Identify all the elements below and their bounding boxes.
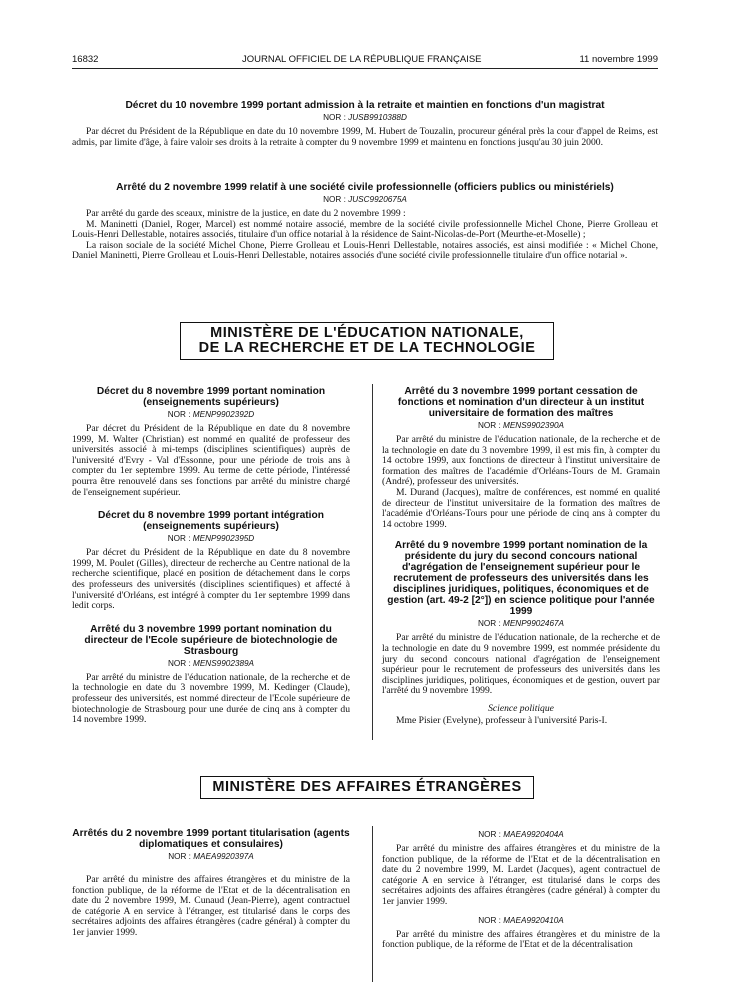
journal-title: JOURNAL OFFICIEL DE LA RÉPUBLIQUE FRANÇAISE	[242, 54, 482, 65]
decret-integration-nor: NOR : MENP9902395D	[167, 534, 255, 544]
arrete-jury-p1: Par arrêté du ministre de l'éducation nationale, de la recherche et de la technologie en date du 9 novembre 1999, est nommée présidente du jury du second concours national d'agrégation de l'enseignement supérieur pour le recrutement de professeurs des universités dans les disciplines juridiques, politiques, économiques et de gestion, ouvert par l'arrêté du 9 novembre 1999.	[382, 632, 660, 697]
arrete-jury-title: Arrêté du 9 novembre 1999 portant nomination de la présidente du jury du second concours national d'agrégation de l'enseignement supérieur pour le recrutement de professeurs des universités dans les disciplines juridiques, politiques, économiques et de gestion (art. 49-2 [2°]) en science politique pour l'année 1999	[387, 540, 655, 618]
decret-retraite-text: Par décret du Président de la République en date du 10 novembre 1999, M. Hubert de Touzalin, procureur général près la cour d'appel de Reims, est admis, par limite d'âge, à faire valoir ses droits à la retraite à compter du 9 novembre 1999 et maintenu en fonctions jusqu'au 30 juin 2000.	[72, 126, 658, 148]
arretes-titularisation-text: Par arrêté du ministre des affaires étrangères et du ministre de la fonction publique, de la réforme de l'Etat et de la décentralisation en date du 2 novembre 1999, M. Cunaud (Jean-Pierre), agent contractuel de catégorie A en service à l'étranger, est titularisé dans le corps des secrétaires adjoints des affaires étrangères (cadre général) à compter du 1er janvier 1999.	[72, 874, 350, 938]
decret-nomination-title: Décret du 8 novembre 1999 portant nomination (enseignements supérieurs)	[96, 386, 326, 408]
arrete-scp-title: Arrêté du 2 novembre 1999 relatif à une société civile professionnelle (officiers publics ou ministériels)	[116, 182, 614, 193]
decret-retraite-nor: NOR : JUSB9910388D	[323, 113, 407, 122]
arrete-scp-p3: La raison sociale de la société Michel Chone, Pierre Grolleau et Louis-Henri Dellestable, notaires associés, est ainsi modifiée : « Michel Chone, Daniel Maninetti, Pierre Grolleau et Louis-Henri Dellestable, notaires associés d'une société civile professionnelle titulaire d'un office notarial ».	[72, 239, 658, 262]
titularisation-nor-3: NOR : MAEA9920410A	[478, 915, 564, 925]
education-right-column	[382, 386, 660, 727]
arrete-jury-subhead: Science politique	[488, 702, 554, 714]
header-rule	[72, 68, 658, 69]
column-divider	[372, 384, 373, 740]
education-left-column	[72, 386, 350, 726]
arretes-titularisation-title: Arrêtés du 2 novembre 1999 portant titularisation (agents diplomatiques et consulaires)	[72, 828, 350, 850]
foreign-left-column	[72, 828, 350, 939]
ministry-education-line2: DE LA RECHERCHE ET DE LA TECHNOLOGIE	[198, 340, 536, 356]
arrete-jury-p2: Mme Pisier (Evelyne), professeur à l'université Paris-I.	[396, 714, 608, 726]
titularisation-nor-2: NOR : MAEA9920404A	[478, 830, 564, 839]
arrete-jury-nor: NOR : MENP9902467A	[477, 619, 565, 629]
issue-date: 11 novembre 1999	[579, 54, 658, 65]
foreign-right-column	[382, 828, 660, 951]
arrete-strasbourg-text: Par arrêté du ministre de l'éducation nationale, de la recherche et de la technologie en date du 3 novembre 1999, M. Kedinger (Claude), professeur des universités, est nommé directeur de l'Ecole supérieure de biotechnologie de Strasbourg pour une durée de cinq ans à compter du 14 novembre 1999.	[72, 671, 350, 726]
titularisation-text-2: Par arrêté du ministre des affaires étrangères et du ministre de la fonction publique, de la réforme de l'Etat et de la décentralisation en date du 2 novembre 1999, M. Lardet (Jacques), agent contractuel de catégorie A en service à l'étranger, est titularisé dans le corps des secrétaires adjoints des affaires étrangères (cadre général) à compter du 1er janvier 1999.	[382, 843, 660, 907]
arrete-iufm-p2: M. Durand (Jacques), maître de conférences, est nommé en qualité de directeur de l'institut universitaire de la formation des maîtres de l'académie d'Orléans-Tours pour une période de cinq ans à compter du 14 octobre 1999.	[382, 486, 660, 530]
page-number: 16832	[72, 54, 99, 65]
arrete-iufm-p1: Par arrêté du ministre de l'éducation nationale, de la recherche et de la technologie en date du 3 novembre 1999, il est mis fin, à compter du 14 octobre 1999, aux fonctions de directeur à l'institut universitaire de formation des maîtres de l'académie d'Orléans-Tours de M. Gramain (André), professeur des universités.	[382, 434, 660, 488]
arrete-iufm-title: Arrêté du 3 novembre 1999 portant cessation de fonctions et nomination d'un directeur à un institut universitaire de formation des maîtres	[397, 386, 645, 419]
arrete-scp-nor: NOR : JUSC9920675A	[323, 195, 407, 204]
ministry-education-box	[180, 322, 554, 360]
arrete-iufm-nor: NOR : MENS9902390A	[477, 421, 565, 430]
arrete-strasbourg-title: Arrêté du 3 novembre 1999 portant nomination du directeur de l'Ecole supérieure de biotechnologie de Strasbourg	[84, 623, 338, 657]
arretes-titularisation-nor: NOR : MAEA9920397A	[168, 852, 254, 861]
arrete-scp	[72, 182, 658, 262]
decret-retraite	[72, 100, 658, 148]
arrete-scp-p1: Par arrêté du garde des sceaux, ministre de la justice, en date du 2 novembre 1999 :	[86, 208, 406, 219]
ministry-education-line1: MINISTÈRE DE L'ÉDUCATION NATIONALE,	[210, 325, 524, 341]
arrete-strasbourg-nor: NOR : MENS9902389A	[167, 658, 255, 668]
decret-integration-text: Par décret du Président de la République en date du 8 novembre 1999, M. Poulet (Gilles), directeur de recherche au Centre national de la recherche scientifique, placé en position de détachement dans le corps des professeurs des universités (disciplines scientifiques) et affecté à l'université d'Orléans, est intégré à compter du 1er septembre 1999 dans ledit corps.	[72, 547, 350, 612]
ministry-foreign-affairs-box	[200, 776, 534, 799]
decret-retraite-title: Décret du 10 novembre 1999 portant admission à la retraite et maintien en fonctions d'un magistrat	[125, 100, 605, 111]
ministry-foreign-affairs-line1: MINISTÈRE DES AFFAIRES ÉTRANGÈRES	[212, 779, 522, 795]
titularisation-text-3: Par arrêté du ministre des affaires étrangères et du ministre de la fonction publique, de la réforme de l'Etat et de la décentralisation	[382, 928, 660, 951]
decret-nomination-text: Par décret du Président de la République en date du 8 novembre 1999, M. Walter (Christian) est nommé en qualité de professeur des universités associé à mi-temps (disciplines scientifiques) auprès de l'université d'Evry - Val d'Essonne, pour une période de trois ans à compter du 1er septembre 1999. Au terme de cette période, l'intéressé pourra être renouvelé dans ses fonctions par arrêté du ministre chargé de l'enseignement supérieur.	[72, 423, 350, 498]
decret-integration-title: Décret du 8 novembre 1999 portant intégration (enseignements supérieurs)	[98, 510, 324, 533]
page-header	[72, 54, 658, 68]
decret-nomination-nor: NOR : MENP9902392D	[167, 410, 255, 419]
arrete-scp-p2: M. Maninetti (Daniel, Roger, Marcel) est nommé notaire associé, membre de la société civile professionnelle Michel Chone, Pierre Grolleau et Louis-Henri Dellestable, notaires associés, titulaire d'un office notarial à la résidence de Saint-Nicolas-de-Port (Meurthe-et-Moselle) ;	[72, 218, 658, 241]
column-divider-2	[372, 826, 373, 982]
